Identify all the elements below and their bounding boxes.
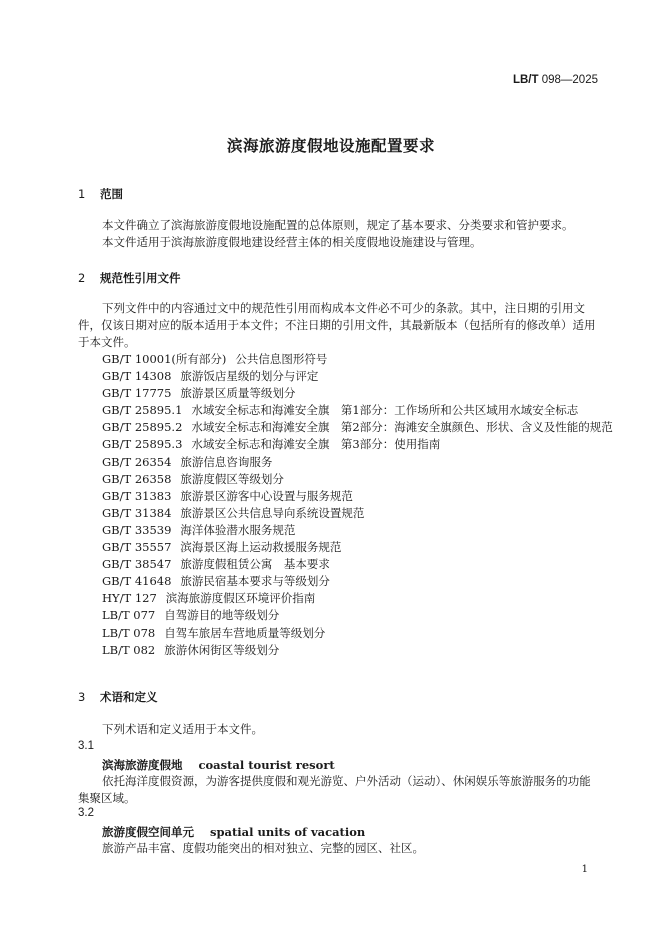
section-number: 3: [78, 690, 86, 704]
reference-item: [102, 488, 613, 505]
term-number: 3.2: [78, 807, 94, 819]
term-definition: 旅游产品丰富、度假功能突出的相对独立、完整的园区、社区。: [102, 841, 424, 855]
reference-item: [102, 573, 613, 590]
reference-title: 公共信息图形符号: [235, 352, 328, 366]
reference-item: [102, 590, 613, 607]
term-heading: [102, 824, 365, 840]
reference-item: [102, 471, 613, 488]
reference-item: [102, 454, 613, 471]
section-number: 1: [78, 187, 86, 201]
term-chinese: 旅游度假空间单元: [102, 825, 194, 839]
reference-title: 水域安全标志和海滩安全旗 第1部分：工作场所和公共区域用水域安全标志: [191, 403, 579, 418]
reference-code: GB/T 35557: [102, 540, 172, 555]
reference-item: [102, 402, 613, 419]
standard-code: [513, 74, 598, 86]
reference-item: [102, 539, 613, 556]
reference-item: [102, 385, 613, 402]
section-3-heading: [78, 689, 158, 705]
reference-code: GB/T 10001(所有部分): [102, 352, 227, 366]
reference-item: [102, 556, 613, 573]
reference-title: 旅游民宿基本要求与等级划分: [180, 574, 330, 589]
section-title: 范围: [100, 187, 123, 201]
reference-code: HY/T 127: [102, 591, 157, 606]
term-chinese: 滨海旅游度假地: [102, 758, 183, 772]
reference-title: 旅游景区质量等级划分: [180, 386, 296, 401]
reference-title: 旅游度假租赁公寓 基本要求: [180, 557, 330, 572]
reference-item: [102, 522, 613, 539]
section-2-heading: [78, 270, 181, 286]
reference-item: [102, 419, 613, 436]
reference-title: 旅游景区游客中心设置与服务规范: [180, 488, 353, 503]
term-english: spatial units of vacation: [210, 825, 366, 839]
reference-item: [102, 505, 613, 522]
reference-title: 旅游休闲街区等级划分: [164, 642, 280, 657]
reference-title: 旅游景区公共信息导向系统设置规范: [180, 505, 365, 520]
reference-item: [102, 642, 613, 659]
reference-list: [102, 351, 613, 659]
reference-code: GB/T 17775: [102, 386, 172, 401]
section-title: 规范性引用文件: [100, 271, 181, 285]
reference-item: [102, 607, 613, 624]
section-1-heading: [78, 186, 123, 202]
term-number: 3.1: [78, 740, 94, 752]
reference-code: GB/T 26354: [102, 454, 172, 469]
document-title: 滨海旅游度假地设施配置要求: [226, 137, 435, 155]
reference-code: LB/T 078: [102, 625, 156, 640]
reference-code: GB/T 31383: [102, 488, 172, 503]
reference-code: GB/T 31384: [102, 505, 172, 520]
reference-title: 滨海景区海上运动救援服务规范: [180, 540, 342, 555]
reference-code: GB/T 25895.1: [102, 403, 183, 418]
section-1-paragraph-1: 本文件确立了滨海旅游度假地设施配置的总体原则，规定了基本要求、分类要求和管护要求。: [102, 218, 574, 232]
section-number: 2: [78, 271, 86, 285]
reference-item: [102, 625, 613, 642]
reference-code: LB/T 082: [102, 642, 156, 657]
reference-title: 自驾车旅居车营地质量等级划分: [164, 625, 326, 640]
standard-code-prefix: LB/T: [512, 74, 539, 86]
reference-code: GB/T 38547: [102, 557, 172, 572]
term-english: coastal tourist resort: [198, 758, 335, 772]
term-definition: 依托海洋度假资源，为游客提供度假和观光游览、户外活动（运动）、休闲娱乐等旅游服务的功能集聚区域。: [78, 774, 591, 805]
reference-item: [102, 436, 613, 453]
page-number: 1: [581, 864, 588, 875]
standard-code-number: 098—2025: [541, 74, 598, 86]
reference-code: GB/T 26358: [102, 471, 172, 486]
reference-code: GB/T 14308: [102, 369, 172, 384]
reference-code: GB/T 33539: [102, 522, 172, 537]
reference-item: [102, 368, 613, 385]
reference-title: 旅游饭店星级的划分与评定: [180, 369, 319, 384]
section-2-intro: 下列文件中的内容通过文中的规范性引用而构成本文件必不可少的条款。其中，注日期的引用文件，仅该日期对应的版本适用于本文件；不注日期的引用文件，其最新版本（包括所有的修改单）适用于本文件。: [78, 301, 596, 349]
reference-title: 滨海旅游度假区环境评价指南: [165, 591, 316, 606]
reference-title: 海洋体验潜水服务规范: [180, 522, 296, 537]
reference-title: 自驾游目的地等级划分: [164, 608, 280, 623]
reference-item: [102, 351, 613, 368]
reference-code: GB/T 41648: [102, 574, 172, 589]
reference-code: GB/T 25895.3: [102, 437, 183, 452]
reference-title: 旅游度假区等级划分: [180, 471, 284, 486]
reference-code: LB/T 077: [102, 608, 156, 623]
reference-title: 旅游信息咨询服务: [180, 454, 273, 469]
section-3-intro: 下列术语和定义适用于本文件。: [102, 722, 263, 736]
reference-code: GB/T 25895.2: [102, 420, 183, 435]
reference-title: 水域安全标志和海滩安全旗 第2部分：海滩安全旗颜色、形状、含义及性能的规范: [191, 420, 613, 435]
reference-title: 水域安全标志和海滩安全旗 第3部分：使用指南: [191, 437, 441, 452]
term-heading: [102, 757, 335, 773]
section-title: 术语和定义: [100, 690, 158, 704]
section-1-paragraph-2: 本文件适用于滨海旅游度假地建设经营主体的相关度假地设施建设与管理。: [102, 235, 482, 249]
